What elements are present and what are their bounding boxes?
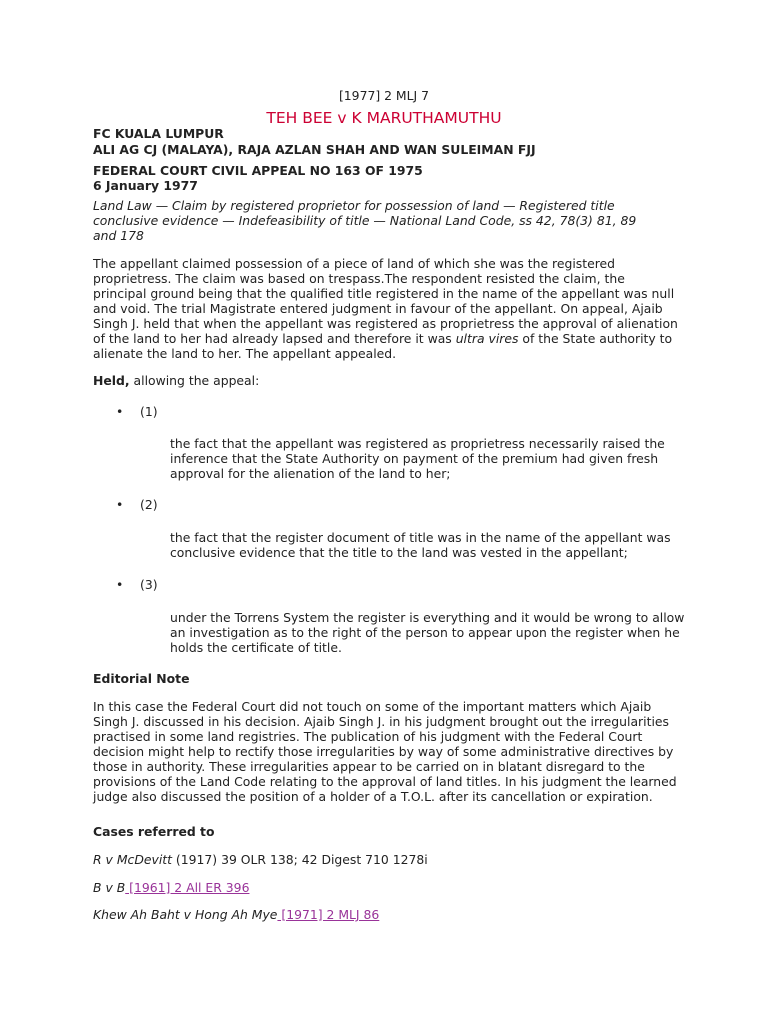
judges: ALI AG CJ (MALAYA), RAJA AZLAN SHAH AND WAN SULEIMAN FJJ [93,142,536,157]
case-1-name: R v McDevitt [93,852,172,867]
court: FC KUALA LUMPUR [93,126,224,141]
appeal-number: FEDERAL COURT CIVIL APPEAL NO 163 OF 1975 [93,163,423,178]
held-line [93,373,683,388]
case-summary [93,256,678,361]
holding-2-text: the fact that the register document of title was in the name of the appellant was conclusive evidence that the title to the land was vested in the appellant; [170,530,671,560]
summary-italic: ultra vires [455,331,519,346]
summary-part-1: The appellant claimed possession of a piece of land of which she was the registered proprietress. The claim was based on trespass.The respondent resisted the claim, the principal ground being that the qualified title registered in the name of the appellant was null and void. The trial Magistrate entered judgment in favour of the appellant. On appeal, Ajaib Singh J. held that when the appellant was registered as proprietress the approval of alienation of the land to her had already lapsed and therefore it was [93,256,678,346]
holding-3-number: (3) [140,577,158,592]
case-3-link[interactable]: [1971] 2 MLJ 86 [277,907,380,922]
case-1-citation: (1917) 39 OLR 138; 42 Digest 710 1278i [171,852,428,867]
cases-heading: Cases referred to [93,824,215,839]
case-2-name: B v B [93,880,126,895]
held-rest: allowing the appeal: [129,373,260,388]
holding-3-text: under the Torrens System the register is everything and it would be wrong to allow an investigation as to the right of the person to appear upon the register when he holds the certificate of title. [170,610,685,655]
holding-2-bullet: • [116,497,124,512]
holding-2-number: (2) [140,497,158,512]
case-title: TEH BEE v K MARUTHAMUTHU [266,109,502,127]
holding-1-bullet: • [116,404,124,419]
editorial-text: In this case the Federal Court did not touch on some of the important matters which Ajaib Singh J. discussed in his decision. Ajaib Singh J. in his judgment brought out the irregularities practised in some land registries. The publication of his judgment with the Federal Court decision might help to rectify those irregularities by way of some administrative directives by those in authority. These irregularities appear to be carried on in blatant disregard to the provisions of the Land Code relating to the approval of land titles. In his judgment the learned judge also discussed the position of a holder of a T.O.L. after its cancellation or expiration. [93,699,677,804]
case-reference-3 [93,907,683,922]
case-reference-2 [93,880,683,895]
holding-1-number: (1) [140,404,158,419]
decision-date: 6 January 1977 [93,178,198,193]
editorial-heading: Editorial Note [93,671,190,686]
holding-1-text: the fact that the appellant was registered as proprietress necessarily raised the inference that the State Authority on payment of the premium had given fresh approval for the alienation of the land to her; [170,436,665,481]
holding-3-bullet: • [116,577,124,592]
case-3-name: Khew Ah Baht v Hong Ah Mye [93,907,278,922]
catchwords: Land Law — Claim by registered proprietor for possession of land — Registered title conclusive evidence — Indefeasibility of title — National Land Code, ss 42, 78(3) 81, 89 and 178 [93,198,637,243]
citation: [1977] 2 MLJ 7 [338,88,430,103]
summary-part-2: of the State authority to alienate the land to her. The appellant appealed. [93,331,673,361]
held-label: Held, [93,373,130,388]
case-reference-1 [93,852,683,867]
case-2-link[interactable]: [1961] 2 All ER 396 [125,880,250,895]
